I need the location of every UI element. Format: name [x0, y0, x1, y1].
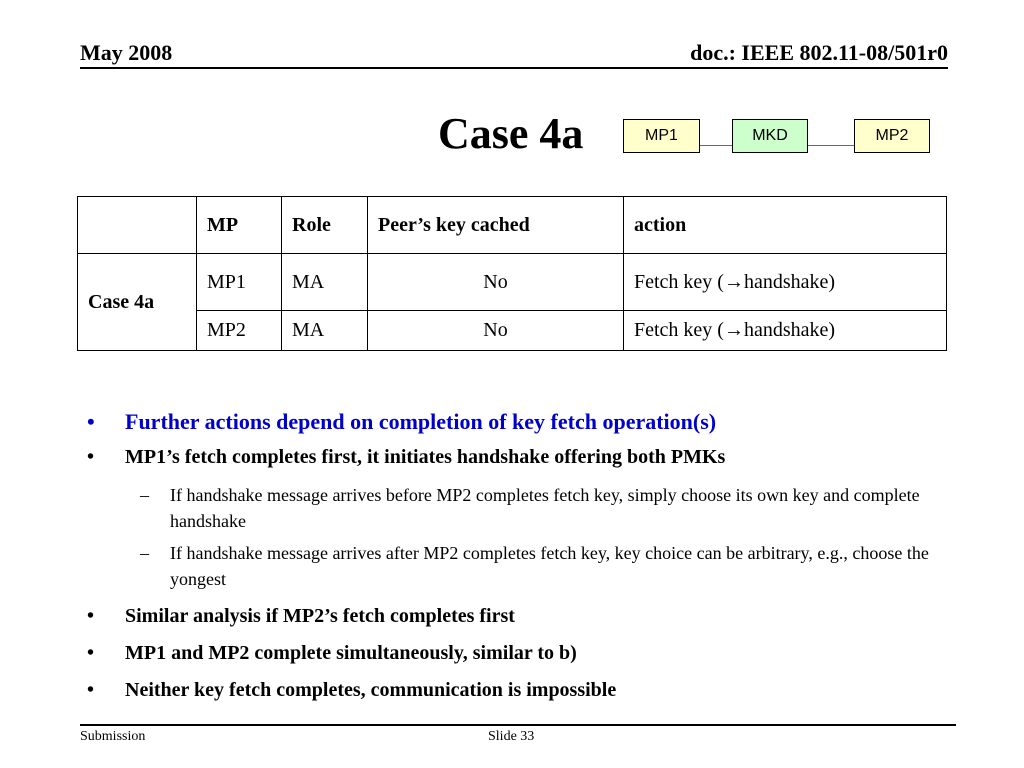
node-mp1: MP1 [623, 119, 700, 153]
bullet-item [82, 641, 942, 665]
bullet-item [82, 408, 942, 436]
dash-icon: – [140, 543, 149, 563]
node-mkd: MKD [732, 119, 808, 153]
header-cell-mp: MP [197, 197, 282, 254]
bullet-list [82, 408, 942, 715]
bullet-text: MP1 and MP2 complete simultaneously, similar to b) [125, 642, 577, 664]
bullet-dot-icon: • [87, 605, 95, 627]
cell-mp: MP1 [197, 254, 282, 311]
header-cell-role: Role [282, 197, 368, 254]
sub-bullet-text: If handshake message arrives before MP2 completes fetch key, simply choose its own key and complete handshake [170, 485, 920, 531]
cell-mp: MP2 [197, 311, 282, 351]
dash-icon: – [140, 485, 149, 505]
bullet-dot-icon: • [87, 446, 95, 468]
footer-slide-number: Slide 33 [488, 729, 535, 744]
table-header-row [78, 197, 947, 254]
cell-role: MA [282, 254, 368, 311]
bullet-item [82, 678, 942, 702]
bullet-text: Similar analysis if MP2’s fetch completes first [125, 605, 515, 627]
arrow-icon: → [723, 270, 744, 293]
bullet-dot-icon: • [87, 642, 95, 664]
header-divider [80, 67, 948, 69]
footer-submission: Submission [80, 729, 146, 744]
action-prefix: Fetch key ( [634, 319, 724, 341]
header-cell-empty [78, 197, 197, 254]
cell-peer-key-cached: No [368, 254, 624, 311]
link-mkd-mp2 [808, 145, 854, 146]
bullet-text: Further actions depend on completion of key fetch operation(s) [125, 409, 717, 434]
header-cell-action: action [624, 197, 947, 254]
sub-bullet-item [82, 482, 930, 534]
cell-peer-key-cached: No [368, 311, 624, 351]
bullet-text: MP1’s fetch completes first, it initiates handshake offering both PMKs [125, 446, 726, 468]
action-suffix: handshake) [743, 319, 836, 341]
arrow-icon: → [723, 319, 744, 341]
bullet-item [82, 604, 942, 628]
case-label-cell: Case 4a [78, 254, 197, 351]
bullet-item [82, 445, 942, 469]
action-prefix: Fetch key ( [634, 270, 724, 293]
action-suffix: handshake) [743, 270, 836, 293]
table-row [78, 311, 947, 351]
table-row [78, 254, 947, 311]
bullet-dot-icon: • [87, 409, 95, 434]
bullet-text: Neither key fetch completes, communication is impossible [125, 679, 617, 701]
node-mp2: MP2 [854, 119, 930, 153]
cell-role: MA [282, 311, 368, 351]
footer-divider [80, 724, 956, 726]
link-mp1-mkd [700, 145, 732, 146]
header-doc-id: doc.: IEEE 802.11-08/501r0 [690, 40, 948, 65]
cell-action [624, 254, 947, 311]
sub-bullet-item [82, 540, 930, 592]
case-table [77, 196, 947, 351]
header-date: May 2008 [80, 40, 173, 65]
cell-action [624, 311, 947, 351]
sub-bullet-text: If handshake message arrives after MP2 completes fetch key, key choice can be arbitrary, e.g., choose the yongest [170, 543, 929, 589]
header-cell-peer-key-cached: Peer’s key cached [368, 197, 624, 254]
slide-title: Case 4a [438, 109, 584, 158]
bullet-dot-icon: • [87, 679, 95, 701]
